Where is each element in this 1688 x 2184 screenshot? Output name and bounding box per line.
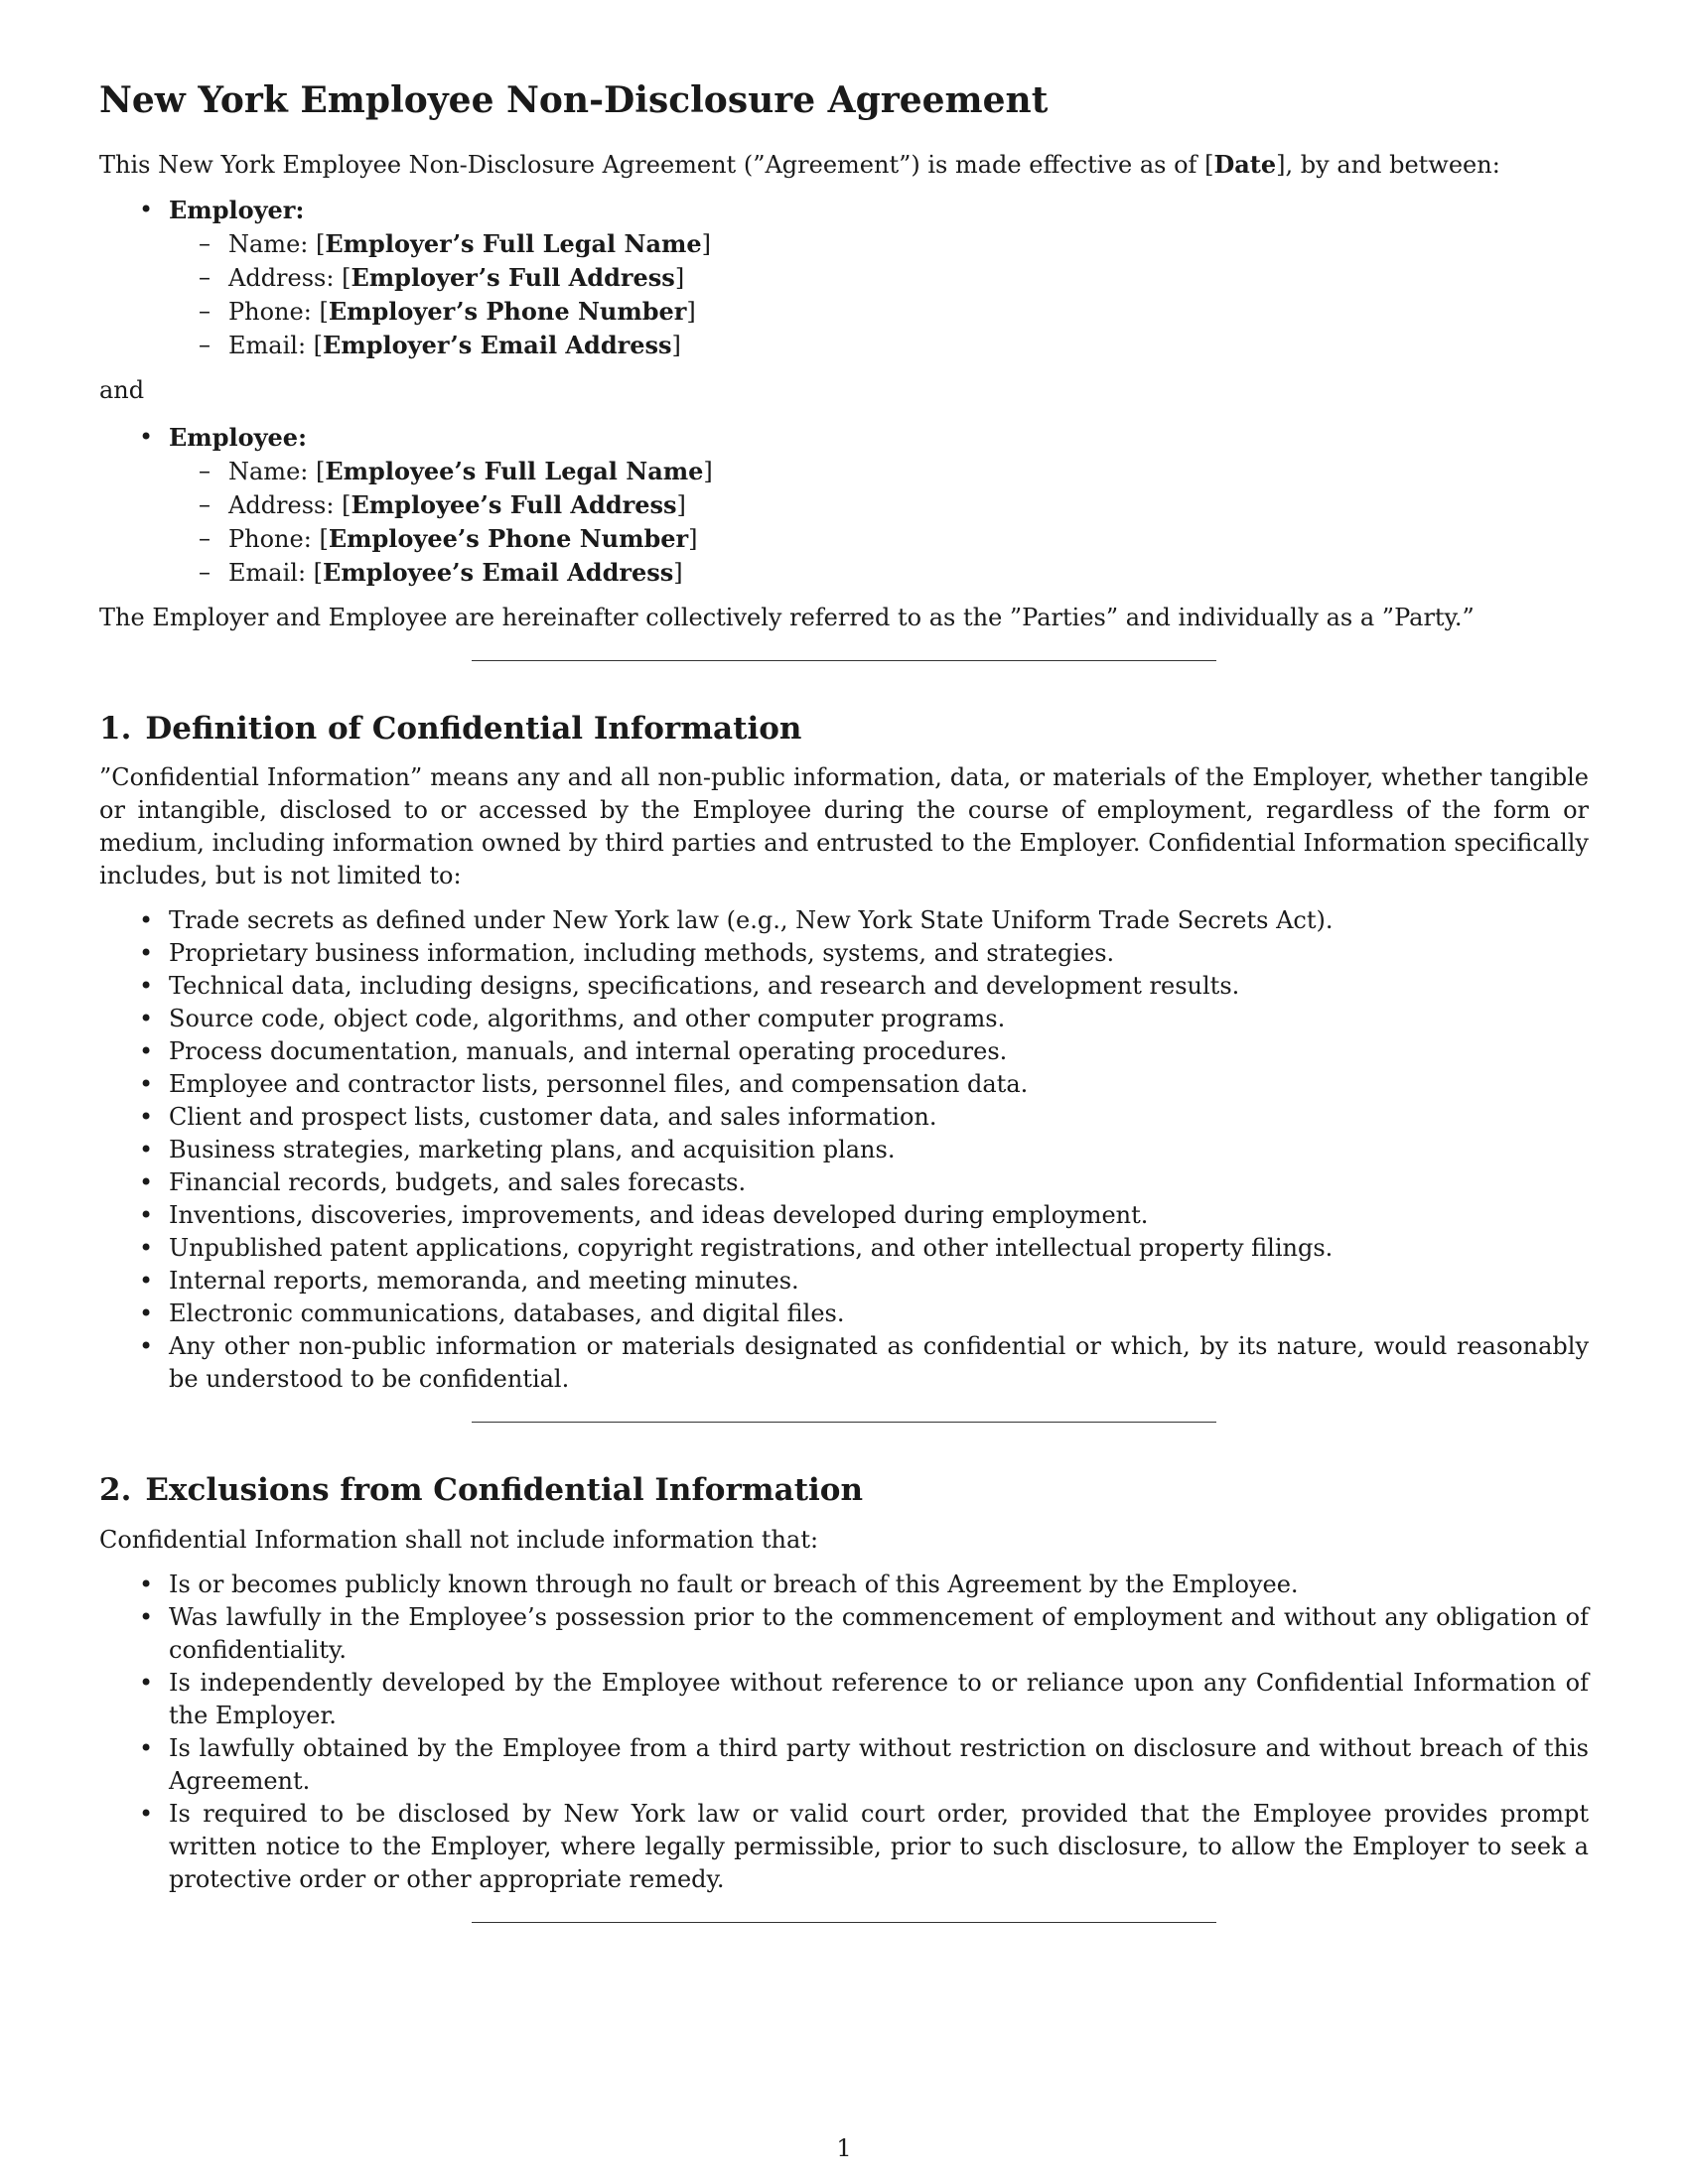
page-number: 1 — [836, 2134, 852, 2162]
employee-name-field: – Name: [Employee’s Full Legal Name] — [169, 455, 1589, 488]
section-2-heading — [99, 1472, 1589, 1509]
list-item: • Is independently developed by the Employee without reference to or reliance upon any Confidential Information of the Employer. — [99, 1667, 1589, 1732]
list-item: • Internal reports, memoranda, and meeting minutes. — [99, 1265, 1589, 1297]
and-connector: and — [99, 376, 145, 405]
list-item: • Financial records, budgets, and sales forecasts. — [99, 1166, 1589, 1199]
list-item: • Is or becomes publicly known through no fault or breach of this Agreement by the Employee. — [99, 1569, 1589, 1601]
list-item: • Is required to be disclosed by New York law or valid court order, provided that the Employee provides prompt written notice to the Employer, where legally permissible, prior to such disclosure, to allow the Employer to seek a protective order or other appropriate remedy. — [99, 1798, 1589, 1896]
intro-text-after: ], by and between: — [1276, 151, 1500, 180]
list-item: • Any other non-public information or materials designated as confidential or which, by its nature, would reasonably be understood to be confidential. — [99, 1330, 1589, 1396]
employee-item — [99, 421, 1589, 590]
employer-fields — [169, 227, 1589, 362]
field-label: Email: — [228, 559, 314, 588]
field-value: Employee’s Email Address — [323, 558, 674, 588]
field-value: Employee’s Full Legal Name — [325, 457, 704, 486]
section-number: 2. — [99, 1472, 132, 1509]
employee-fields — [169, 455, 1589, 590]
section-divider — [472, 1922, 1216, 1923]
field-value: Employee’s Full Address — [351, 490, 677, 520]
list-item: • Electronic communications, databases, and digital files. — [99, 1297, 1589, 1330]
employer-item — [99, 194, 1589, 362]
list-item: • Employee and contractor lists, personnel files, and compensation data. — [99, 1068, 1589, 1101]
employee-list — [99, 421, 1589, 590]
field-label: Email: — [228, 332, 314, 360]
section-1-intro: ”Confidential Information” means any and all non-public information, data, or materials of the Employer, whether tangible or intangible, disclosed to or accessed by the Employee during the course of employment, regardless of the form or medium, including information owned by third parties and entrusted to the Employer. Confidential Information specifically includes, but is not limited to: — [99, 763, 1589, 890]
intro-date-placeholder: Date — [1213, 150, 1277, 180]
list-item: • Source code, object code, algorithms, and other computer programs. — [99, 1003, 1589, 1035]
document-title: New York Employee Non-Disclosure Agreement — [99, 79, 1049, 121]
intro-paragraph — [99, 148, 1589, 182]
section-2-intro: Confidential Information shall not include information that: — [99, 1525, 819, 1554]
list-item: • Unpublished patent applications, copyright registrations, and other intellectual property filings. — [99, 1232, 1589, 1265]
field-value: Employee’s Phone Number — [328, 524, 689, 554]
employer-name-field: – Name: [Employer’s Full Legal Name] — [169, 227, 1589, 261]
list-item: • Proprietary business information, including methods, systems, and strategies. — [99, 937, 1589, 970]
parties-paragraph: The Employer and Employee are hereinafter collectively referred to as the ”Parties” and individually as a ”Party.” — [99, 604, 1475, 632]
field-label: Name: — [228, 458, 316, 486]
employee-label: Employee: — [169, 423, 307, 453]
list-item: • Business strategies, marketing plans, and acquisition plans. — [99, 1134, 1589, 1166]
section-divider — [472, 660, 1216, 661]
section-divider — [472, 1422, 1216, 1423]
document-page — [99, 79, 1589, 1973]
employer-label: Employer: — [169, 196, 305, 225]
list-item: • Trade secrets as defined under New York law (e.g., New York State Uniform Trade Secrets Act). — [99, 904, 1589, 937]
employer-list — [99, 194, 1589, 362]
section-title: Definition of Confidential Information — [145, 711, 802, 748]
list-item: • Inventions, discoveries, improvements, and ideas developed during employment. — [99, 1199, 1589, 1232]
list-item: • Was lawfully in the Employee’s possession prior to the commencement of employment and without any obligation of confidentiality. — [99, 1601, 1589, 1667]
employer-email-field: – Email: [Employer’s Email Address] — [169, 329, 1589, 362]
section-2-list — [99, 1569, 1589, 1896]
list-item: • Process documentation, manuals, and internal operating procedures. — [99, 1035, 1589, 1068]
section-1-list — [99, 904, 1589, 1396]
field-label: Phone: — [228, 525, 320, 554]
section-1-heading — [99, 711, 1589, 748]
field-value: Employer’s Full Address — [351, 263, 675, 293]
field-label: Address: — [228, 264, 343, 293]
section-number: 1. — [99, 711, 132, 748]
employer-phone-field: – Phone: [Employer’s Phone Number] — [169, 295, 1589, 329]
employer-address-field: – Address: [Employer’s Full Address] — [169, 261, 1589, 295]
intro-text-before: This New York Employee Non-Disclosure Agreement (”Agreement”) is made effective as of [ — [99, 151, 1214, 180]
section-title: Exclusions from Confidential Information — [145, 1472, 864, 1509]
employee-phone-field: – Phone: [Employee’s Phone Number] — [169, 522, 1589, 556]
list-item: • Is lawfully obtained by the Employee from a third party without restriction on disclosure and without breach of this Agreement. — [99, 1732, 1589, 1798]
field-label: Address: — [228, 491, 343, 520]
field-value: Employer’s Email Address — [323, 331, 672, 360]
field-value: Employer’s Full Legal Name — [325, 229, 702, 259]
field-label: Name: — [228, 230, 316, 259]
list-item: • Technical data, including designs, specifications, and research and development results. — [99, 970, 1589, 1003]
employee-address-field: – Address: [Employee’s Full Address] — [169, 488, 1589, 522]
field-label: Phone: — [228, 298, 320, 327]
list-item: • Client and prospect lists, customer data, and sales information. — [99, 1101, 1589, 1134]
field-value: Employer’s Phone Number — [328, 297, 687, 327]
employee-email-field: – Email: [Employee’s Email Address] — [169, 556, 1589, 590]
